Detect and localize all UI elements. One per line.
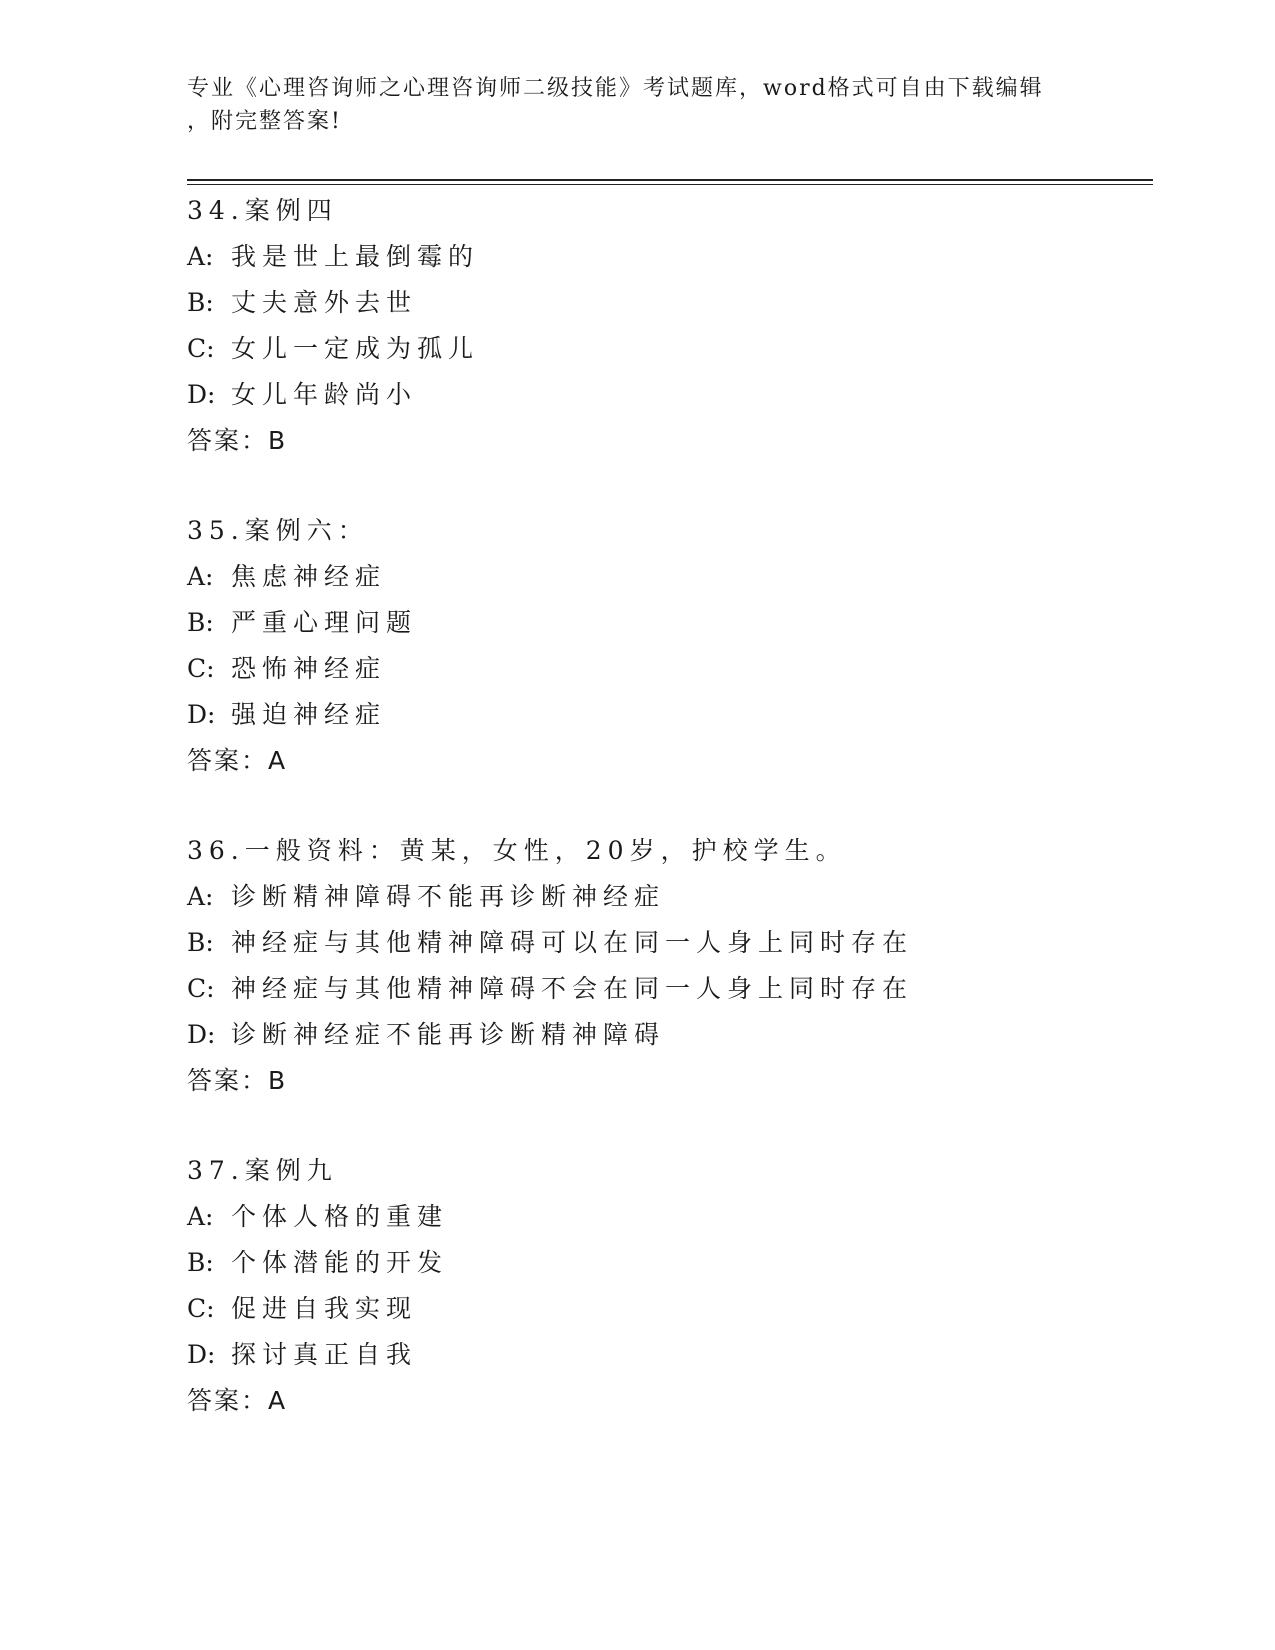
question-item bbox=[187, 188, 1147, 464]
option-b bbox=[187, 920, 1147, 966]
option-text: 促进自我实现 bbox=[231, 1294, 418, 1323]
option-a bbox=[187, 874, 1147, 920]
question-item bbox=[187, 828, 1147, 1104]
option-c bbox=[187, 966, 1147, 1012]
option-d bbox=[187, 372, 1147, 418]
option-text: 个体潜能的开发 bbox=[231, 1248, 449, 1277]
option-c bbox=[187, 646, 1147, 692]
answer-line: 答案：B bbox=[187, 426, 288, 455]
option-text: 女儿年龄尚小 bbox=[231, 380, 418, 409]
option-b bbox=[187, 280, 1147, 326]
option-text: 严重心理问题 bbox=[231, 608, 418, 637]
option-text: 诊断精神障碍不能再诊断神经症 bbox=[231, 882, 666, 911]
option-text: 探讨真正自我 bbox=[231, 1340, 418, 1369]
option-key: B: bbox=[187, 288, 214, 317]
option-key: C: bbox=[187, 974, 215, 1003]
option-key: D: bbox=[187, 380, 216, 409]
header-line-1: 专业《心理咨询师之心理咨询师二级技能》考试题库，word格式可自由下载编辑 bbox=[187, 76, 1044, 101]
question-item bbox=[187, 1148, 1147, 1424]
option-key: A: bbox=[187, 1202, 214, 1231]
option-key: D: bbox=[187, 1020, 216, 1049]
option-key: D: bbox=[187, 1340, 216, 1369]
option-b bbox=[187, 600, 1147, 646]
option-a bbox=[187, 1194, 1147, 1240]
option-text: 个体人格的重建 bbox=[231, 1202, 449, 1231]
answer-line: 答案：B bbox=[187, 1066, 288, 1095]
option-d bbox=[187, 1332, 1147, 1378]
header-divider-thick bbox=[187, 179, 1153, 181]
answer-line: 答案：A bbox=[187, 1386, 288, 1415]
option-text: 诊断神经症不能再诊断精神障碍 bbox=[231, 1020, 666, 1049]
option-text: 丈夫意外去世 bbox=[231, 288, 418, 317]
option-key: B: bbox=[187, 928, 214, 957]
option-key: C: bbox=[187, 1294, 215, 1323]
option-key: C: bbox=[187, 334, 215, 363]
question-stem: 36.一般资料：黄某，女性，20岁，护校学生。 bbox=[187, 836, 847, 865]
option-key: B: bbox=[187, 1248, 214, 1277]
question-stem: 37.案例九 bbox=[187, 1156, 338, 1185]
option-a bbox=[187, 234, 1147, 280]
question-stem: 34.案例四 bbox=[187, 196, 338, 225]
option-key: B: bbox=[187, 608, 214, 637]
question-stem: 35.案例六： bbox=[187, 516, 369, 545]
option-text: 恐怖神经症 bbox=[231, 654, 387, 683]
option-text: 强迫神经症 bbox=[231, 700, 387, 729]
option-c bbox=[187, 1286, 1147, 1332]
option-a bbox=[187, 554, 1147, 600]
option-text: 焦虑神经症 bbox=[231, 562, 387, 591]
option-text: 我是世上最倒霉的 bbox=[231, 242, 480, 271]
option-key: C: bbox=[187, 654, 215, 683]
option-key: A: bbox=[187, 882, 214, 911]
answer-line: 答案：A bbox=[187, 746, 288, 775]
option-d bbox=[187, 1012, 1147, 1058]
option-key: D: bbox=[187, 700, 216, 729]
option-b bbox=[187, 1240, 1147, 1286]
header-divider-thin bbox=[187, 184, 1153, 185]
header-line-2: ，附完整答案! bbox=[187, 109, 342, 134]
question-item bbox=[187, 508, 1147, 784]
option-d bbox=[187, 692, 1147, 738]
option-key: A: bbox=[187, 562, 214, 591]
option-key: A: bbox=[187, 242, 214, 271]
option-text: 神经症与其他精神障碍可以在同一人身上同时存在 bbox=[231, 928, 914, 957]
document-header bbox=[187, 72, 1087, 138]
option-c bbox=[187, 326, 1147, 372]
option-text: 女儿一定成为孤儿 bbox=[231, 334, 480, 363]
option-text: 神经症与其他精神障碍不会在同一人身上同时存在 bbox=[231, 974, 914, 1003]
